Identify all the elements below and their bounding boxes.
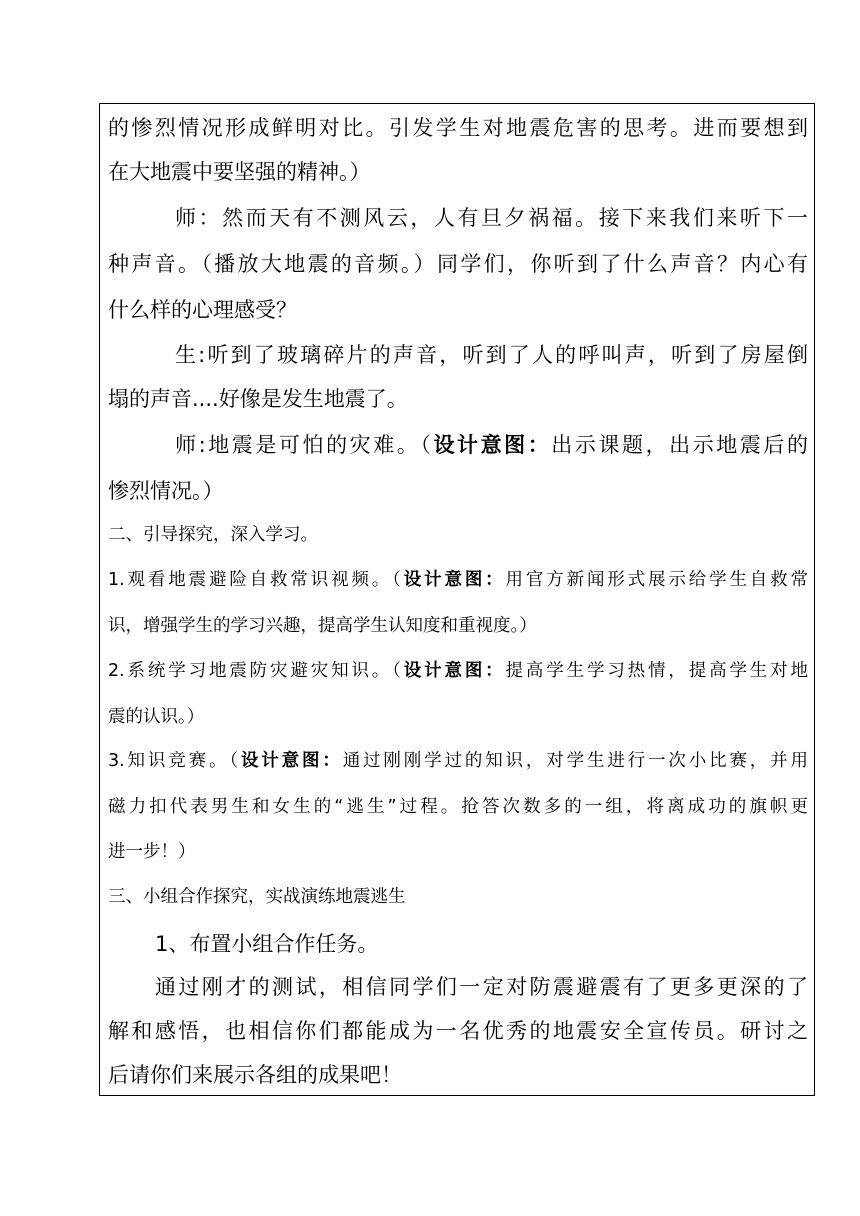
text-line	[108, 566, 808, 594]
line-segment: 出示课题，出示地震后的	[551, 433, 808, 457]
text-line: 生:听到了玻璃碎片的声音，听到了人的呼叫声，听到了房屋倒	[175, 343, 808, 367]
section-heading: 三、小组合作探究，实战演练地震逃生	[108, 887, 406, 907]
text-line: 震的认识。）	[108, 707, 205, 727]
text-line: 种声音。（播放大地震的音频。）同学们，你听到了什么声音？内心有	[108, 252, 808, 276]
text-line: 进一步！）	[108, 842, 196, 862]
design-intent-label: 设计意图：	[403, 570, 506, 590]
text-line	[175, 431, 808, 459]
line-segment: 师:地震是可怕的灾难。（	[175, 433, 434, 457]
text-line: 师：然而天有不测风云，人有旦夕祸福。接下来我们来听下一	[175, 206, 808, 230]
design-intent-label: 设计意图：	[240, 751, 343, 771]
section-heading: 二、引导探究，深入学习。	[108, 525, 318, 545]
line-segment: 通过刚刚学过的知识，对学生进行一次小比赛，并用	[342, 751, 808, 771]
text-line: 的惨烈情况形成鲜明对比。引发学生对地震危害的思考。进而要想到	[108, 116, 808, 140]
text-line: 什么样的心理感受？	[108, 298, 297, 322]
subsection-heading: 1、布置小组合作任务。	[155, 932, 379, 956]
design-intent-label: 设计意图：	[403, 661, 506, 681]
text-line: 后请你们来展示各组的成果吧！	[108, 1063, 402, 1087]
line-segment: 2.系统学习地震防灾避灾知识。（	[108, 661, 404, 681]
line-segment: 用官方新闻形式展示给学生自救常	[505, 570, 808, 590]
text-line: 磁力扣代表男生和女生的“逃生”过程。抢答次数多的一组，将离成功的旗帜更	[108, 797, 808, 817]
text-line	[108, 657, 808, 685]
text-line	[108, 747, 808, 775]
line-segment: 3.知识竞赛。（	[108, 751, 241, 771]
text-line: 解和感悟，也相信你们都能成为一名优秀的地震安全宣传员。研讨之	[108, 1019, 808, 1043]
text-line: 塌的声音....好像是发生地震了。	[108, 387, 408, 411]
text-line: 识，增强学生的学习兴趣，提高学生认知度和重视度。）	[108, 616, 537, 636]
line-segment: 提高学生学习热情，提高学生对地	[505, 661, 808, 681]
text-line: 通过刚才的测试，相信同学们一定对防震避震有了更多更深的了	[155, 975, 808, 999]
text-line: 在大地震中要坚强的精神。）	[108, 160, 371, 184]
line-segment: 1.观看地震避险自救常识视频。（	[108, 570, 404, 590]
text-line: 惨烈情况。）	[108, 479, 224, 503]
design-intent-label: 设计意图：	[433, 433, 552, 457]
